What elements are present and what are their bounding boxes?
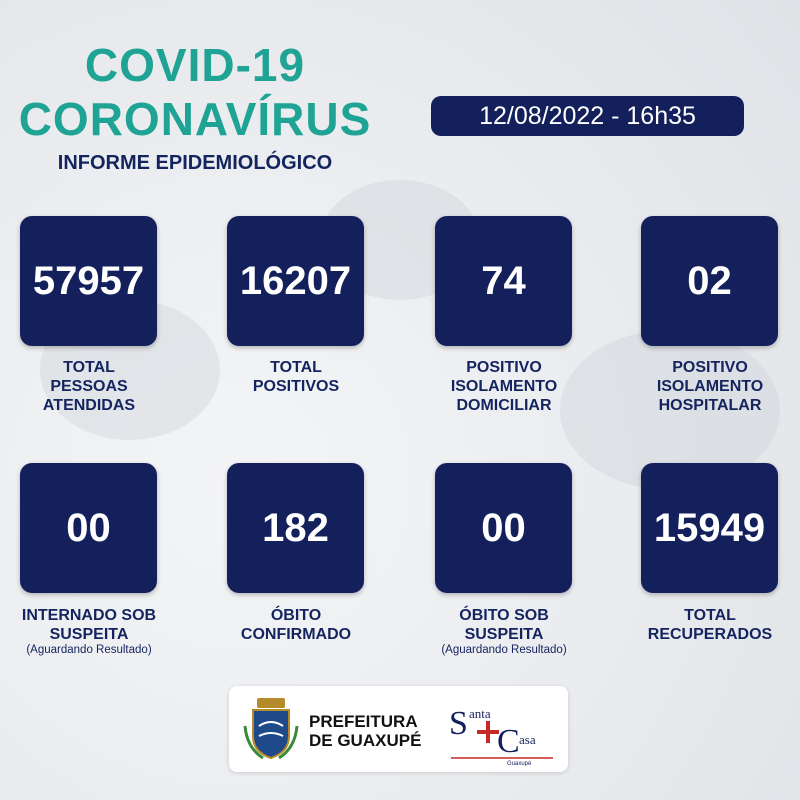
city-crest-icon	[243, 696, 299, 762]
stat-label-total-positivos: TOTAL POSITIVOS	[252, 359, 340, 395]
stat-card-total-positivos	[227, 216, 364, 346]
stat-value: 02	[687, 258, 732, 303]
stat-label-obito-suspeita: ÓBITO SOB SUSPEITA (Aguardando Resultado)	[419, 606, 589, 657]
stat-value: 182	[262, 505, 329, 550]
svg-text:C: C	[497, 723, 520, 760]
santa-casa-logo-icon	[447, 694, 557, 766]
stat-label-internado-suspeita: INTERNADO SOB SUSPEITA (Aguardando Resultado)	[4, 606, 174, 657]
date-badge: 12/08/2022 - 16h35	[431, 96, 744, 136]
stat-card-total-atendidas	[20, 216, 157, 346]
stat-value: 74	[481, 258, 526, 303]
stat-value: 15949	[653, 505, 766, 550]
stat-value: 57957	[32, 258, 145, 303]
prefeitura-logo-text: PREFEITURA DE GUAXUPÉ	[309, 712, 422, 750]
svg-text:S: S	[449, 705, 468, 742]
stat-note: (Aguardando Resultado)	[26, 644, 152, 656]
santa-word: anta	[469, 706, 491, 721]
stat-card-total-recuperados	[641, 463, 778, 593]
stat-value: 00	[66, 505, 111, 550]
stat-card-isolamento-domiciliar	[435, 216, 572, 346]
stat-value: 00	[481, 505, 526, 550]
stat-label-isolamento-hospitalar: POSITIVO ISOLAMENTO HOSPITALAR	[656, 359, 764, 414]
stat-label-total-recuperados: TOTAL RECUPERADOS	[647, 607, 773, 643]
santa-casa-city: Guaxupé	[507, 761, 532, 766]
stat-card-isolamento-hospitalar	[641, 216, 778, 346]
stat-card-obito-suspeita	[435, 463, 572, 593]
stat-card-obito-confirmado	[227, 463, 364, 593]
stat-value: 16207	[239, 258, 352, 303]
stat-label-obito-confirmado: ÓBITO CONFIRMADO	[240, 607, 352, 643]
stat-note: (Aguardando Resultado)	[441, 644, 567, 656]
stat-card-internado-suspeita	[20, 463, 157, 593]
stat-label-total-atendidas: TOTAL PESSOAS ATENDIDAS	[42, 359, 136, 414]
title-covid19: COVID-19	[84, 39, 306, 91]
stat-label-isolamento-domiciliar: POSITIVO ISOLAMENTO DOMICILIAR	[450, 359, 558, 414]
footer-logos	[229, 686, 568, 772]
casa-word: asa	[519, 732, 536, 747]
subtitle: INFORME EPIDEMIOLÓGICO	[57, 152, 333, 174]
title-coronavirus: CORONAVÍRUS	[18, 93, 372, 145]
